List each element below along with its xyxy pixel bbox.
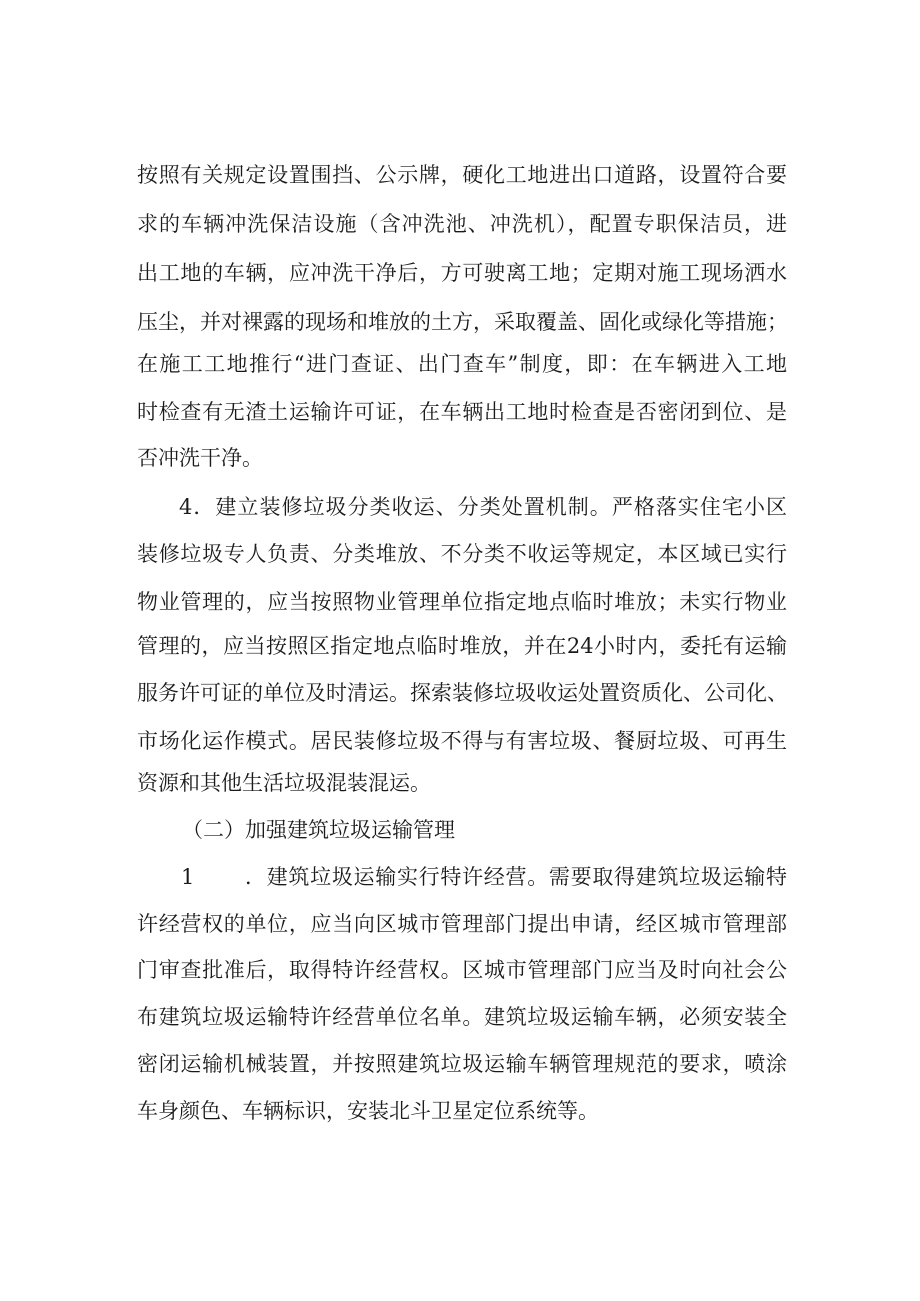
paragraph-line: 时检查有无渣土运输许可证，在车辆出工地时检查是否密闭到位、是 xyxy=(137,400,787,424)
paragraph-line: 在施工工地推行“进门查证、出门查车”制度，即：在车辆进入工地 xyxy=(137,352,787,376)
paragraph-line: 物业管理的，应当按照物业管理单位指定地点临时堆放；未实行物业 xyxy=(137,590,787,614)
paragraph-line: 资源和其他生活垃圾混装混运。 xyxy=(137,771,431,795)
paragraph-line: 服务许可证的单位及时清运。探索装修垃圾收运处置资质化、公司化、 xyxy=(137,681,788,705)
paragraph-line: 车身颜色、车辆标识，安装北斗卫星定位系统等。 xyxy=(137,1099,599,1123)
section-heading: （二）加强建筑垃圾运输管理 xyxy=(182,818,455,842)
paragraph-line: 市场化运作模式。居民装修垃圾不得与有害垃圾、餐厨垃圾、可再生 xyxy=(137,729,787,753)
item-1-title-text: ．建筑垃圾运输实行特许经营。需要取得建筑垃圾运输特 xyxy=(245,865,787,889)
item-1-first-line xyxy=(181,857,787,897)
paragraph-line: 否冲洗干净。 xyxy=(137,446,263,470)
paragraph-line: 门审查批准后，取得特许经营权。区城市管理部门应当及时向社会公 xyxy=(137,958,787,982)
paragraph-line: 布建筑垃圾运输特许经营单位名单。建筑垃圾运输车辆，必须安装全 xyxy=(137,1005,787,1029)
item-4-first-line: 4．建立装修垃圾分类收运、分类处置机制。严格落实住宅小区 xyxy=(179,495,787,519)
paragraph-line: 许经营权的单位，应当向区城市管理部门提出申请，经区城市管理部 xyxy=(137,912,787,936)
paragraph-line: 求的车辆冲洗保洁设施（含冲洗池、冲洗机），配置专职保洁员，进 xyxy=(137,212,787,236)
paragraph-line: 管理的，应当按照区指定地点临时堆放，并在24小时内，委托有运输 xyxy=(137,634,787,658)
paragraph-line: 密闭运输机械装置，并按照建筑垃圾运输车辆管理规范的要求，喷涂 xyxy=(137,1052,787,1076)
paragraph-line: 压尘，并对裸露的现场和堆放的土方，采取覆盖、固化或绿化等措施； xyxy=(137,310,788,334)
item-number: 1 xyxy=(181,865,195,889)
paragraph-line: 装修垃圾专人负责、分类堆放、不分类不收运等规定，本区域已实行 xyxy=(137,542,787,566)
paragraph-line: 出工地的车辆，应冲洗干净后，方可驶离工地；定期对施工现场洒水 xyxy=(137,261,787,285)
paragraph-line: 按照有关规定设置围挡、公示牌，硬化工地进出口道路，设置符合要 xyxy=(137,163,787,187)
